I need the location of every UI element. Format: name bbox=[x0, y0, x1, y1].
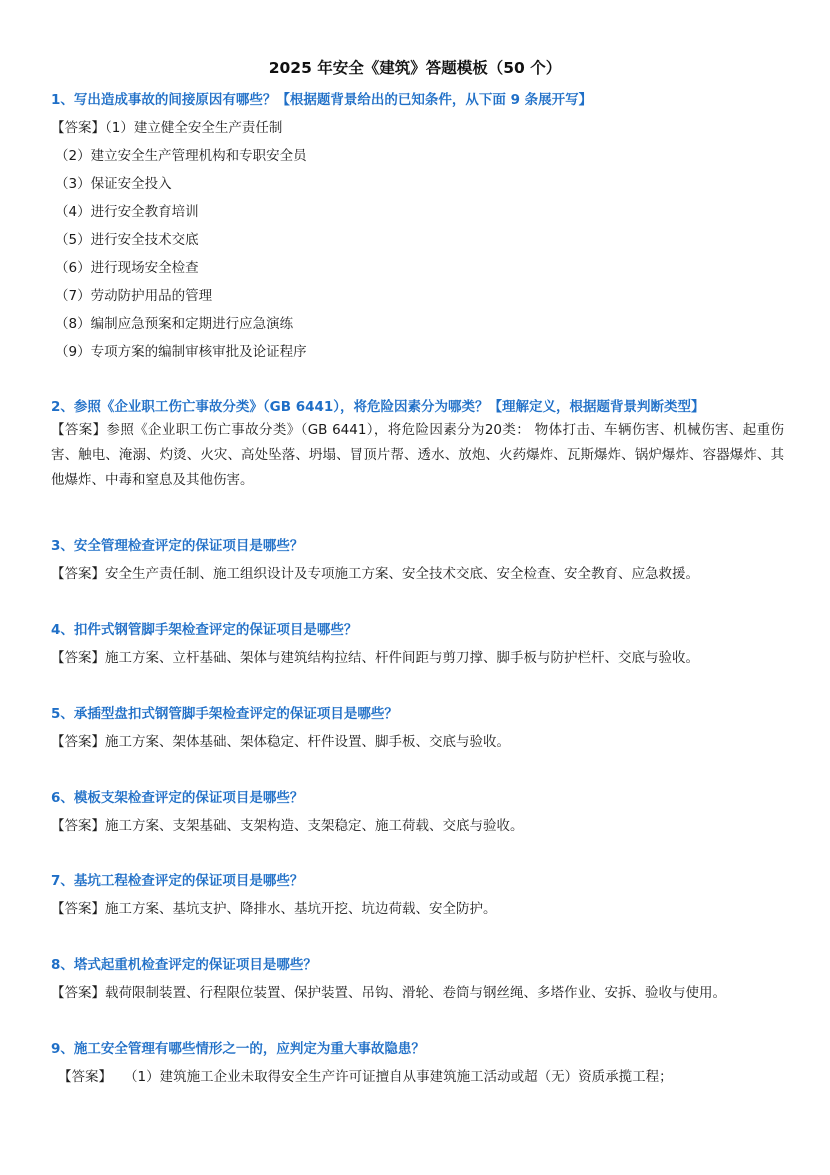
answer-9-item: （1）建筑施工企业未取得安全生产许可证擅自从事建筑施工活动或超（无）资质承揽工程； bbox=[124, 1069, 673, 1085]
answer-7: 【答案】施工方案、基坑支护、降排水、基坑开挖、坑边荷载、安全防护。 bbox=[51, 901, 497, 917]
document-title: 2025 年安全《建筑》答题模板（50 个） bbox=[268, 59, 562, 77]
answer-1-item: （7）劳动防护用品的管理 bbox=[55, 288, 213, 304]
answer-1-item: （4）进行安全教育培训 bbox=[55, 204, 199, 220]
answer-2: 【答案】参照《企业职工伤亡事故分类》（GB 6441），将危险因素分为20类： 物体打击、车辆伤害、机械伤害、起重伤害、触电、淹溺、灼烫、火灾、高处坠落、坍塌、冒顶片帮、透水、放炮、火药爆炸、瓦斯爆炸、锅炉爆炸、容器爆炸、其他爆炸、中毒和窒息及其他伤害。 bbox=[51, 422, 784, 488]
answer-1-item: （8）编制应急预案和定期进行应急演练 bbox=[55, 316, 294, 332]
question-7: 7、基坑工程检查评定的保证项目是哪些？ bbox=[51, 873, 304, 889]
answer-9 bbox=[58, 1065, 673, 1085]
answer-1-item: （3）保证安全投入 bbox=[55, 176, 172, 192]
answer-5: 【答案】施工方案、架体基础、架体稳定、杆件设置、脚手板、交底与验收。 bbox=[51, 734, 510, 750]
answer-1-first-line bbox=[51, 116, 282, 136]
answer-3: 【答案】安全生产责任制、施工组织设计及专项施工方案、安全技术交底、安全检查、安全教育、应急救援。 bbox=[51, 566, 699, 582]
answer-1-item: （6）进行现场安全检查 bbox=[55, 260, 199, 276]
answer-1-item: （5）进行安全技术交底 bbox=[55, 232, 199, 248]
answer-8: 【答案】载荷限制装置、行程限位装置、保护装置、吊钩、滑轮、卷筒与钢丝绳、多塔作业、安拆、验收与使用。 bbox=[51, 985, 726, 1001]
question-5: 5、承插型盘扣式钢管脚手架检查评定的保证项目是哪些？ bbox=[51, 706, 398, 722]
question-2: 2、参照《企业职工伤亡事故分类》（GB 6441），将危险因素分为哪类？【理解定义，根据题背景判断类型】 bbox=[51, 399, 705, 415]
answer-6: 【答案】施工方案、支架基础、支架构造、支架稳定、施工荷载、交底与验收。 bbox=[51, 818, 524, 834]
question-8: 8、塔式起重机检查评定的保证项目是哪些？ bbox=[51, 957, 317, 973]
question-6: 6、模板支架检查评定的保证项目是哪些？ bbox=[51, 790, 304, 806]
answer-1-item: （9）专项方案的编制审核审批及论证程序 bbox=[55, 344, 307, 360]
answer-1-item: （1）建立健全安全生产责任制 bbox=[105, 120, 283, 136]
answer-1-item: （2）建立安全生产管理机构和专职安全员 bbox=[55, 148, 307, 164]
question-9: 9、施工安全管理有哪些情形之一的，应判定为重大事故隐患？ bbox=[51, 1041, 425, 1057]
question-1: 1、写出造成事故的间接原因有哪些？【根据题背景给出的已知条件，从下面 9 条展开写】 bbox=[51, 92, 593, 108]
answer-tag: 【答案】 bbox=[58, 1069, 112, 1085]
question-4: 4、扣件式钢管脚手架检查评定的保证项目是哪些？ bbox=[51, 622, 358, 638]
answer-4: 【答案】施工方案、立杆基础、架体与建筑结构拉结、杆件间距与剪刀撑、脚手板与防护栏杆、交底与验收。 bbox=[51, 650, 699, 666]
answer-tag: 【答案】 bbox=[51, 120, 105, 136]
question-3: 3、安全管理检查评定的保证项目是哪些？ bbox=[51, 538, 304, 554]
